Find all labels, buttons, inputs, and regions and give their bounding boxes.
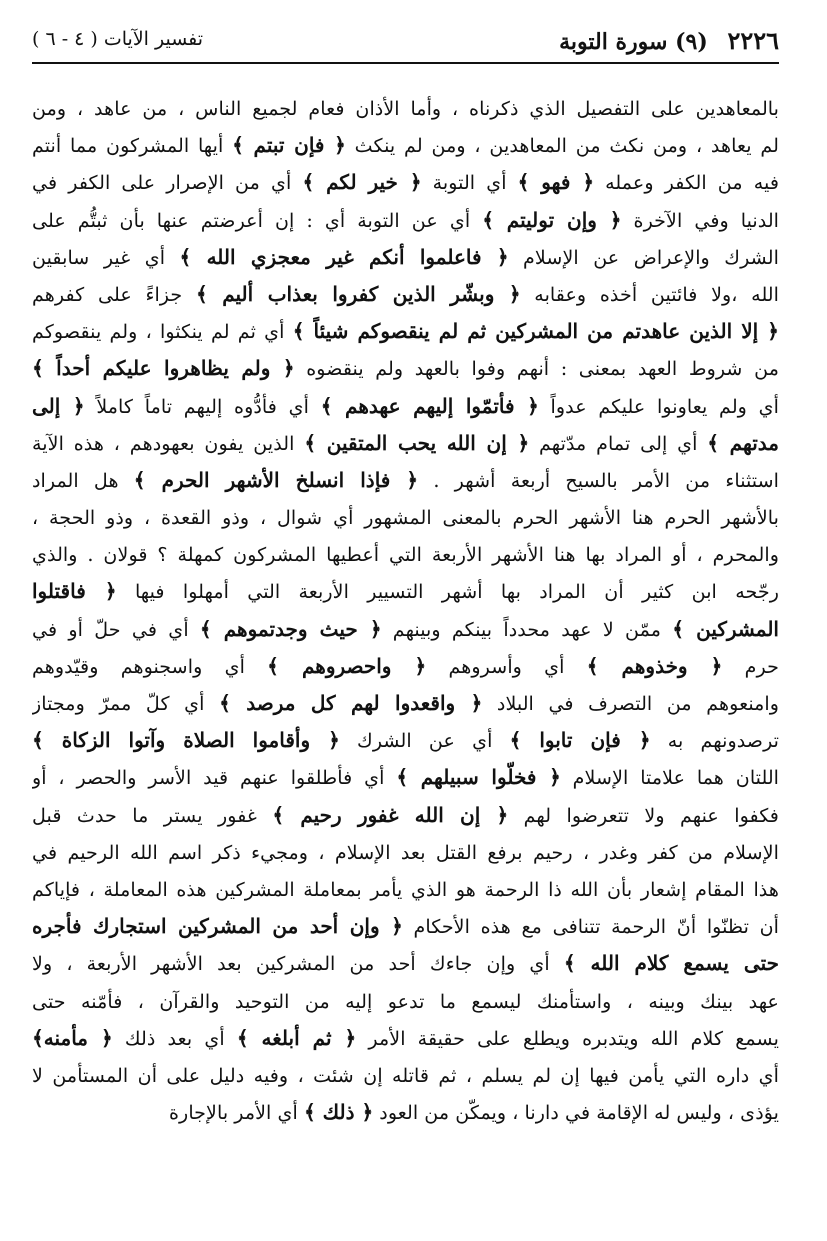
text-line: من شروط العهد بمعنى : أنهم وفوا بالعهد ولم ينقضوه ﴿ ولم يظاهروا عليكم أحداً ﴾	[32, 356, 779, 381]
text-line: والمحرم ، أو المراد بها هنا الأشهر الأربعة التي أعطيها المشركون كمهلة ؟ قولان . والذي	[32, 543, 779, 567]
verse-quote: ﴿ فاقتلوا	[32, 579, 117, 604]
surah-title: (٩) سورة التوبة	[559, 29, 708, 55]
text-line: يؤذى ، وليس له الإقامة في دارنا ، ويمكّن من العود ﴿ ذلك ﴾ أي الأمر بالإجارة	[169, 1100, 779, 1125]
verse-quote: المشركين ﴾	[672, 616, 779, 641]
text-line: المشركين ﴾ ممّن لا عهد محدداً بينكم وبينهم ﴿ حيث وجدتموهم ﴾ أي في حلّ أو في	[32, 616, 779, 641]
verse-quote: ﴿ مأمنه﴾	[32, 1025, 113, 1050]
verse-quote: ﴿ إلا الذين عاهدتم من المشركين ثم لم ينقصوكم شيئاً ﴾	[292, 319, 779, 344]
header-page-info	[559, 26, 779, 55]
verse-quote: ﴿ فإذا انسلخ الأشهر الحرم ﴾	[133, 467, 419, 492]
text-line: هذا المقام إشعار بأن الله ذا الرحمة هو الذي يأمر بمعاملة المشركين هذه المعاملة ، فإياكم	[32, 877, 779, 901]
verse-quote: ﴿ فخلّوا سبيلهم ﴾	[396, 765, 561, 790]
tafsir-body-text	[32, 90, 779, 1131]
text-line: يسمع كلام الله ويتدبره ويطلع على حقيقة الأمر ﴿ ثم أبلغه ﴾ أي بعد ذلك ﴿ مأمنه﴾	[32, 1025, 779, 1050]
text-line: لم يعاهد ، ومن نكث من المعاهدين ، ومن لم ينكث ﴿ فإن تبتم ﴾ أيها المشركون مما أنتم	[32, 133, 779, 158]
verse-quote: ﴿ وإن توليتم ﴾	[482, 207, 622, 232]
text-line: ﴿ إلا الذين عاهدتم من المشركين ثم لم ينقصوكم شيئاً ﴾ أي ثم لم ينكثوا ، ولم ينقصوكم	[32, 319, 779, 344]
text-line: الله ،ولا فائتين أخذه وعقابه ﴿ وبشّر الذين كفروا بعذاب أليم ﴾ جزاءً على كفرهم	[32, 281, 779, 306]
text-line: بالأشهر الحرم هنا الأشهر الحرم بالمعنى المشهور أي شوال ، وذو القعدة ، وذو الحجة ،	[32, 506, 779, 530]
text-line: الشرك والإعراض عن الإسلام ﴿ فاعلموا أنكم غير معجزي الله ﴾ أي غير سابقين	[32, 244, 779, 269]
text-line: رجّحه ابن كثير أن المراد بها أشهر التسيير الأربعة التي أمهلوا فيها ﴿ فاقتلوا	[32, 579, 779, 604]
verse-quote: ﴿ وخذوهم ﴾	[586, 653, 723, 678]
text-line: فيه من الكفر وعمله ﴿ فهو ﴾ أي التوبة ﴿ خير لكم ﴾ أي من الإصرار على الكفر في	[32, 170, 779, 195]
verse-quote: ﴿ فأتمّوا إليهم عهدهم ﴾	[320, 393, 539, 418]
text-line: الدنيا وفي الآخرة ﴿ وإن توليتم ﴾ أي عن التوبة أي : إن أعرضتم عنها بأن ثبتُّم على	[32, 207, 779, 232]
text-line: أن تظنّوا أنّ الرحمة تتنافى مع هذه الأحكام ﴿ وإن أحد من المشركين استجارك فأجره	[32, 914, 779, 939]
verse-quote: مدتهم ﴾	[707, 430, 779, 455]
text-line: وامنعوهم من التصرف في البلاد ﴿ واقعدوا لهم كل مرصد ﴾ أي كلّ ممرّ ومجتاز	[32, 691, 779, 715]
text-line: الإسلام من كفر وغدر ، رحيم برفع القتل بعد الإسلام ، ومجيء ذكر اسم الله الرحيم في	[32, 840, 779, 864]
verse-quote: ﴿ إن الله غفور رحيم ﴾	[272, 802, 509, 827]
page-header	[32, 18, 779, 64]
text-line: فكفوا عنهم ولا تتعرضوا لهم ﴿ إن الله غفور رحيم ﴾ غفور يستر ما حدث قبل	[32, 802, 779, 827]
verse-quote: ﴿ وإن أحد من المشركين استجارك فأجره	[32, 914, 403, 939]
verse-quote: ﴿ وبشّر الذين كفروا بعذاب أليم ﴾	[195, 281, 521, 306]
section-title: تفسير الآيات ( ٤ - ٦ )	[32, 28, 204, 50]
verse-quote: ﴿ فإن تبتم ﴾	[232, 133, 346, 158]
verse-quote: ﴿ ثم أبلغه ﴾	[236, 1025, 357, 1050]
verse-quote: ﴿ وأقاموا الصلاة وآتوا الزكاة ﴾	[32, 728, 340, 753]
verse-quote: ﴿ خير لكم ﴾	[302, 170, 422, 195]
verse-quote: ﴿ إلى	[32, 393, 85, 418]
text-line: عهد بينك وبينه ، واستأمنك ليسمع ما تدعو إليه من التوحيد والقرآن ، فأمّنه حتى	[32, 989, 779, 1013]
text-line: أي ولم يعاونوا عليكم عدواً ﴿ فأتمّوا إليهم عهدهم ﴾ أي فأدُّوه إليهم تاماً كاملاً ﴿ إلى	[32, 393, 779, 418]
verse-quote: ﴿ واحصروهم ﴾	[267, 653, 427, 678]
text-line: بالمعاهدين على التفصيل الذي ذكرناه ، وأما الأذان فعام لجميع الناس ، من عاهد ، ومن	[32, 97, 779, 120]
text-line: أي داره التي يأمن فيها إن لم يسلم ، ثم قاتله إن شئت ، وفيه دليل على أن المستأمن لا	[32, 1063, 779, 1087]
verse-quote: حتى يسمع كلام الله ﴾	[563, 951, 779, 976]
verse-quote: ﴿ واقعدوا لهم كل مرصد ﴾	[219, 691, 483, 715]
verse-quote: ﴿ فإن تابوا ﴾	[509, 728, 651, 753]
page-number: ٢٢٢٦	[727, 26, 779, 55]
verse-quote: ﴿ ولم يظاهروا عليكم أحداً ﴾	[32, 356, 295, 381]
text-line: مدتهم ﴾ أي إلى تمام مدّتهم ﴿ إن الله يحب المتقين ﴾ الذين يفون بعهودهم ، هذه الآية	[32, 430, 779, 455]
verse-quote: ﴿ فهو ﴾	[517, 170, 595, 195]
verse-quote: ﴿ إن الله يحب المتقين ﴾	[304, 430, 530, 455]
text-line: حرم ﴿ وخذوهم ﴾ أي وأسروهم ﴿ واحصروهم ﴾ أي واسجنوهم وقيّدوهم	[32, 653, 779, 678]
text-line: استثناء من الأمر بالسيح أربعة أشهر . ﴿ فإذا انسلخ الأشهر الحرم ﴾ هل المراد	[32, 467, 779, 492]
text-line: اللتان هما علامتا الإسلام ﴿ فخلّوا سبيلهم ﴾ أي فأطلقوا عنهم قيد الأسر والحصر ، أو	[32, 765, 779, 790]
text-line: حتى يسمع كلام الله ﴾ أي وإن جاءك أحد من المشركين بعد الأشهر الأربعة ، ولا	[32, 951, 779, 976]
verse-quote: ﴿ حيث وجدتموهم ﴾	[199, 616, 382, 641]
text-line: ترصدونهم به ﴿ فإن تابوا ﴾ أي عن الشرك ﴿ وأقاموا الصلاة وآتوا الزكاة ﴾	[32, 728, 779, 753]
verse-quote: ﴿ فاعلموا أنكم غير معجزي الله ﴾	[179, 244, 509, 269]
verse-quote: ﴿ ذلك ﴾	[303, 1100, 374, 1125]
